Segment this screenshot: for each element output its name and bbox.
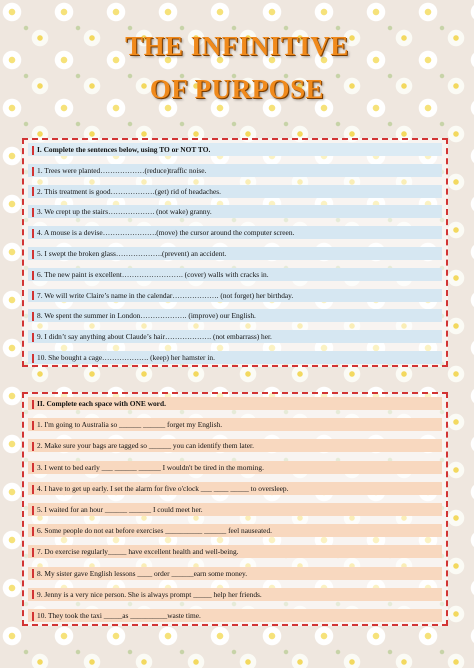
red-bar-marker [32,208,34,217]
section-1-heading [28,143,442,156]
item-text: 4. I have to get up early. I set the alarm for five o'clock ___ ____ _____ to oversleep. [37,483,289,493]
title-line-1: THE INFINITIVE [125,31,349,61]
exercise-1-item [28,330,442,343]
exercise-1-item [28,247,442,260]
exercise-1-item [28,226,442,239]
red-bar-marker [32,146,34,155]
exercise-2-item [28,567,442,580]
item-text: 4. A mouse is a devise………………….(move) the cursor around the computer screen. [37,228,295,238]
red-bar-marker [32,548,34,557]
red-bar-marker [32,612,34,621]
item-text: 9. I didn’t say anything about Claude’s hair………………. (not embarrass) her. [37,332,272,342]
exercise-2-item [28,545,442,558]
red-bar-marker [32,506,34,515]
exercise-2-item [28,482,442,495]
red-bar-marker [32,291,34,300]
section-2-heading-text: II. Complete each space with ONE word. [37,399,166,408]
item-text: 7. We will write Claire’s name in the calendar………………. (not forget) her birthday. [37,290,294,300]
exercise-section-2 [22,392,448,626]
item-text: 5. I waited for an hour ______ ______ I could meet her. [37,504,203,514]
red-bar-marker [32,229,34,238]
red-bar-marker [32,400,34,409]
red-bar-marker [32,421,34,430]
item-text: 2. Make sure your bags are tagged so ______ you can identify them later. [37,441,254,451]
item-text: 8. We spent the summer in London………………. (improve) our English. [37,311,256,321]
exercise-1-item [28,289,442,302]
red-bar-marker [32,442,34,451]
item-text: 6. Some people do not eat before exercises __________ ______ feel nauseated. [37,526,272,536]
item-text: 5. I swept the broken glass……………….(prevent) an accident. [37,248,227,258]
red-bar-marker [32,569,34,578]
item-text: 3. We crept up the stairs………………. (not wake) granny. [37,207,212,217]
item-text: 3. I went to bed early ___ ______ ______ I wouldn't be tired in the morning. [37,462,264,472]
item-text: 6. The new paint is excellent……………………. (cover) walls with cracks in. [37,269,269,279]
exercise-1-item [28,205,442,218]
red-bar-marker [32,485,34,494]
exercise-1-item [28,164,442,177]
item-text: 1. Trees were planted………………(reduce)traffic noise. [37,165,207,175]
exercise-1-item [28,268,442,281]
title-line-2: OF PURPOSE [149,74,325,104]
item-text: 1. I'm going to Australia so ______ ______ forget my English. [37,420,223,430]
item-text: 2. This treatment is good………………(get) rid of headaches. [37,186,221,196]
section-1-heading-text: I. Complete the sentences below, using TO or NOT TO. [37,145,211,154]
red-bar-marker [32,527,34,536]
exercise-2-item [28,503,442,516]
exercise-1-item [28,351,442,364]
red-bar-marker [32,333,34,342]
red-bar-marker [32,271,34,280]
exercise-2-item [28,418,442,431]
exercise-1-item [28,309,442,322]
red-bar-marker [32,187,34,196]
exercise-section-1 [22,138,448,367]
section-2-rows [28,397,442,630]
red-bar-marker [32,167,34,176]
exercise-2-item [28,524,442,537]
item-text: 8. My sister gave English lessons ____ order ______earn some money. [37,568,248,578]
red-bar-marker [32,463,34,472]
red-bar-marker [32,590,34,599]
item-text: 7. Do exercise regularly_____ have excellent health and well-being. [37,547,239,557]
exercise-2-item [28,461,442,474]
exercise-2-item [28,439,442,452]
item-text: 9. Jenny is a very nice person. She is always prompt _____ help her friends. [37,589,262,599]
section-2-heading [28,397,442,410]
red-bar-marker [32,312,34,321]
section-1-rows [28,143,442,372]
exercise-1-item [28,185,442,198]
item-text: 10. They took the taxi _____as __________waste time. [37,610,201,620]
red-bar-marker [32,354,34,363]
exercise-2-item [28,609,442,622]
red-bar-marker [32,250,34,259]
exercise-2-item [28,588,442,601]
item-text: 10. She bought a cage………………. (keep) her hamster in. [37,352,215,362]
